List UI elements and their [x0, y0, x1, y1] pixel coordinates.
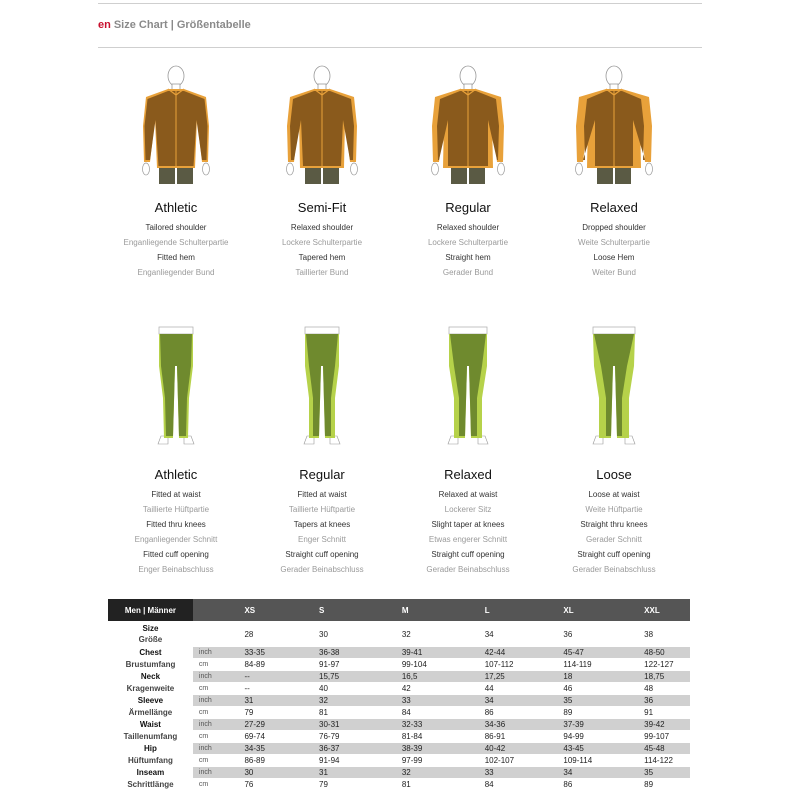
row-label-de: Taillenumfang [123, 732, 178, 741]
size-column-header: L [479, 599, 558, 621]
page-title: Size Chart | Größentabelle [113, 19, 251, 31]
measure-value-cm: 76-79 [319, 732, 340, 741]
measure-value-inch: 32 [396, 767, 479, 778]
size-value: 28 [244, 629, 254, 639]
fit-feature-german: Gerader Schnitt [585, 535, 643, 544]
table-row [108, 671, 690, 682]
measure-value-inch: 32-33 [396, 719, 479, 730]
table-row [108, 707, 690, 718]
measure-value-inch: 27-29 [238, 719, 313, 730]
size-column-header: XL [557, 599, 638, 621]
row-label-de: Brustumfang [125, 660, 176, 669]
measure-value-inch: 34-36 [479, 719, 558, 730]
fit-title: Relaxed [590, 200, 638, 215]
row-label [108, 622, 193, 646]
fit-feature-german: Gerader Bund [442, 268, 494, 277]
fit-feature: Dropped shoulder [582, 223, 646, 232]
measure-value-cm: 86-89 [244, 756, 265, 765]
measure-value-inch: 38-39 [396, 743, 479, 754]
measure-value-cm: 79 [244, 708, 254, 717]
pants-figure-regular [287, 326, 357, 452]
jacket-figure-regular [423, 64, 513, 188]
measure-value-inch: 15,75 [313, 671, 396, 682]
page-header [98, 19, 251, 31]
measure-value-inch: 45-48 [638, 743, 690, 754]
measure-value-cm: 122-127 [644, 660, 674, 669]
fit-feature: Loose Hem [593, 253, 635, 262]
row-label-en: Waist [139, 720, 161, 729]
fit-feature-german: Enger Beinabschluss [138, 565, 214, 574]
measure-value-inch: 39-42 [638, 719, 690, 730]
measure-value-cm: 91-94 [319, 756, 340, 765]
row-label-en: Chest [139, 648, 162, 657]
measure-value-inch: 36-37 [313, 743, 396, 754]
row-label-de: Größe [138, 635, 163, 644]
fit-feature: Fitted at waist [297, 490, 347, 499]
jacket-figure-athletic [131, 64, 221, 188]
measure-value-cm: 86 [484, 708, 494, 717]
measure-value-cm: 84-89 [244, 660, 265, 669]
measure-value-cm: 86 [563, 780, 573, 789]
table-row [108, 695, 690, 706]
row-label-de: Ärmellänge [128, 708, 173, 717]
fit-feature-german: Enganliegender Bund [137, 268, 215, 277]
fit-feature-german: Gerader Beinabschluss [572, 565, 656, 574]
measure-value-inch: 32 [313, 695, 396, 706]
measure-value-inch: -- [238, 671, 313, 682]
fit-feature: Straight cuff opening [285, 550, 359, 559]
measure-value-inch: 34-35 [238, 743, 313, 754]
measure-value-cm: 99-104 [401, 660, 427, 669]
measure-value-cm: 97-99 [401, 756, 423, 765]
table-row [108, 755, 690, 766]
measure-value-inch: 30-31 [313, 719, 396, 730]
fit-title: Regular [299, 467, 345, 482]
unit-label: cm [198, 781, 209, 788]
fit-feature-german: Weiter Bund [592, 268, 636, 277]
row-label-en: Hip [144, 744, 157, 753]
fit-feature: Fitted at waist [151, 490, 201, 499]
measure-value-inch: 18 [557, 671, 638, 682]
fit-feature-german: Etwas engerer Schnitt [428, 535, 508, 544]
measure-value-cm: 40 [319, 684, 328, 693]
measure-value-cm: 114-119 [563, 660, 592, 669]
row-label-en: Sleeve [137, 696, 164, 705]
fit-feature-german: Lockere Schulterpartie [281, 238, 363, 247]
measure-value-inch: 35 [557, 695, 638, 706]
row-label-de: Kragenweite [126, 684, 175, 693]
jacket-fit-semi-fit [247, 199, 397, 280]
header-rule [98, 47, 702, 48]
measure-value-cm: 102-107 [484, 756, 515, 765]
measure-value-inch: 33-35 [238, 647, 313, 658]
measure-value-cm: 84 [484, 780, 494, 789]
unit-label: inch [193, 767, 239, 778]
table-row [108, 731, 690, 742]
measure-value-inch: 40-42 [479, 743, 558, 754]
pants-figure-relaxed [433, 326, 503, 452]
unit-label: cm [198, 733, 209, 740]
fit-feature: Relaxed shoulder [436, 223, 500, 232]
size-table [108, 598, 690, 791]
fit-feature-german: Enganliegende Schulterpartie [123, 238, 229, 247]
measure-value-cm: 107-112 [484, 660, 514, 669]
unit-label: inch [193, 671, 239, 682]
fit-feature-german: Gerader Beinabschluss [280, 565, 364, 574]
row-label-en: Inseam [136, 768, 165, 777]
unit-label: cm [198, 757, 209, 764]
pant-fit-relaxed [393, 466, 543, 577]
fit-feature-german: Lockerer Sitz [444, 505, 492, 514]
size-column-header: XXL [638, 599, 690, 621]
fit-feature-german: Taillierte Hüftpartie [142, 505, 210, 514]
jacket-figure-relaxed [569, 64, 659, 188]
size-value: 36 [563, 629, 573, 639]
language-code: en [98, 19, 111, 31]
measure-value-cm: 81 [401, 780, 411, 789]
table-row [108, 719, 690, 730]
measure-value-inch: 43-45 [557, 743, 638, 754]
measure-value-inch: 39-41 [396, 647, 479, 658]
measure-value-cm: 84 [401, 708, 411, 717]
pant-fit-athletic [101, 466, 251, 577]
measure-value-inch: 34 [479, 695, 558, 706]
jacket-fit-relaxed [539, 199, 689, 280]
size-value: 32 [401, 629, 411, 639]
measure-value-cm: 91-97 [319, 660, 340, 669]
fit-title: Loose [596, 467, 632, 482]
measure-value-inch: 48-50 [638, 647, 690, 658]
fit-title: Athletic [154, 200, 198, 215]
unit-label: inch [193, 743, 239, 754]
table-row [108, 779, 690, 790]
measure-value-cm: 76 [244, 780, 254, 789]
fit-feature-german: Lockere Schulterpartie [427, 238, 509, 247]
table-row [108, 659, 690, 670]
fit-feature-german: Enger Schnitt [297, 535, 347, 544]
measure-value-inch: 33 [479, 767, 558, 778]
measure-value-cm: 79 [319, 780, 328, 789]
measure-value-inch: 17,25 [479, 671, 558, 682]
fit-feature: Straight cuff opening [577, 550, 651, 559]
measure-value-cm: 89 [644, 780, 654, 789]
measure-value-cm: 99-107 [644, 732, 670, 741]
fit-feature: Relaxed shoulder [290, 223, 354, 232]
unit-label: inch [193, 695, 239, 706]
measure-value-inch: 36 [638, 695, 690, 706]
measure-value-cm: 94-99 [563, 732, 584, 741]
measure-value-inch: 35 [638, 767, 690, 778]
measure-value-cm: 114-122 [644, 756, 673, 765]
fit-feature: Tapered hem [298, 253, 346, 262]
fit-title: Regular [445, 200, 491, 215]
fit-feature: Tapers at knees [293, 520, 351, 529]
size-value: 30 [319, 629, 328, 639]
fit-feature-german: Weite Schulterpartie [578, 238, 650, 247]
header-gap [193, 599, 239, 621]
table-row [108, 622, 690, 646]
fit-feature: Tailored shoulder [145, 223, 207, 232]
table-corner-label: Men | Männer [108, 599, 193, 621]
fit-feature: Relaxed at waist [438, 490, 498, 499]
fit-feature: Fitted hem [157, 253, 195, 262]
measure-value-cm: 44 [484, 684, 494, 693]
pants-figure-athletic [141, 326, 211, 452]
fit-feature: Straight cuff opening [431, 550, 505, 559]
measure-value-inch: 30 [238, 767, 313, 778]
measure-value-inch: 31 [238, 695, 313, 706]
table-row [108, 767, 690, 778]
row-label-de: Hüftumfang [128, 756, 173, 765]
unit-label: cm [198, 709, 209, 716]
table-row [108, 743, 690, 754]
measure-value-inch: 33 [396, 695, 479, 706]
measure-value-cm: 91 [644, 708, 654, 717]
measure-value-cm: 42 [401, 684, 411, 693]
measure-value-inch: 42-44 [479, 647, 558, 658]
fit-feature: Straight thru knees [580, 520, 648, 529]
table-header-row [108, 599, 690, 621]
size-value: 38 [644, 629, 654, 639]
measure-value-cm: 81-84 [401, 732, 423, 741]
measure-value-inch: 37-39 [557, 719, 638, 730]
fit-title: Athletic [154, 467, 198, 482]
pant-fit-loose [539, 466, 689, 577]
size-column-header: M [396, 599, 479, 621]
measure-value-cm: 89 [563, 708, 573, 717]
row-label-de: Schrittlänge [127, 780, 174, 789]
measure-value-cm: 109-114 [563, 756, 593, 765]
measure-value-inch: 31 [313, 767, 396, 778]
measure-value-cm: -- [244, 684, 250, 693]
fit-feature: Slight taper at knees [431, 520, 505, 529]
jacket-fit-regular [393, 199, 543, 280]
size-column-header: XS [238, 599, 313, 621]
unit-label: cm [198, 685, 209, 692]
row-label-en: Size [142, 624, 159, 633]
measure-value-cm: 48 [644, 684, 654, 693]
size-value: 34 [484, 629, 494, 639]
unit-cell [193, 622, 239, 646]
unit-label: inch [193, 647, 239, 658]
pants-figure-loose [579, 326, 649, 452]
fit-feature-german: Gerader Beinabschluss [426, 565, 510, 574]
table-row [108, 647, 690, 658]
table-row [108, 683, 690, 694]
fit-feature-german: Enganliegender Schnitt [134, 535, 218, 544]
measure-value-inch: 34 [557, 767, 638, 778]
fit-feature: Straight hem [445, 253, 491, 262]
top-rule [98, 3, 702, 4]
measure-value-cm: 86-91 [484, 732, 506, 741]
size-column-header: S [313, 599, 396, 621]
measure-value-inch: 36-38 [313, 647, 396, 658]
unit-label: inch [193, 719, 239, 730]
measure-value-cm: 46 [563, 684, 573, 693]
measure-value-cm: 81 [319, 708, 328, 717]
measure-value-inch: 16,5 [396, 671, 479, 682]
fit-feature-german: Weite Hüftpartie [585, 505, 643, 514]
fit-feature: Loose at waist [588, 490, 640, 499]
fit-title: Relaxed [444, 467, 492, 482]
fit-feature-german: Taillierte Hüftpartie [288, 505, 356, 514]
pant-fit-regular [247, 466, 397, 577]
fit-feature: Fitted cuff opening [143, 550, 209, 559]
measure-value-cm: 69-74 [244, 732, 265, 741]
measure-value-inch: 45-47 [557, 647, 638, 658]
row-label-en: Neck [140, 672, 161, 681]
fit-title: Semi-Fit [297, 200, 347, 215]
jacket-figure-semi-fit [277, 64, 367, 188]
measure-value-inch: 18,75 [638, 671, 690, 682]
unit-label: cm [198, 661, 209, 668]
jacket-fit-athletic [101, 199, 251, 280]
fit-feature: Fitted thru knees [146, 520, 206, 529]
fit-feature-german: Taillierter Bund [295, 268, 349, 277]
